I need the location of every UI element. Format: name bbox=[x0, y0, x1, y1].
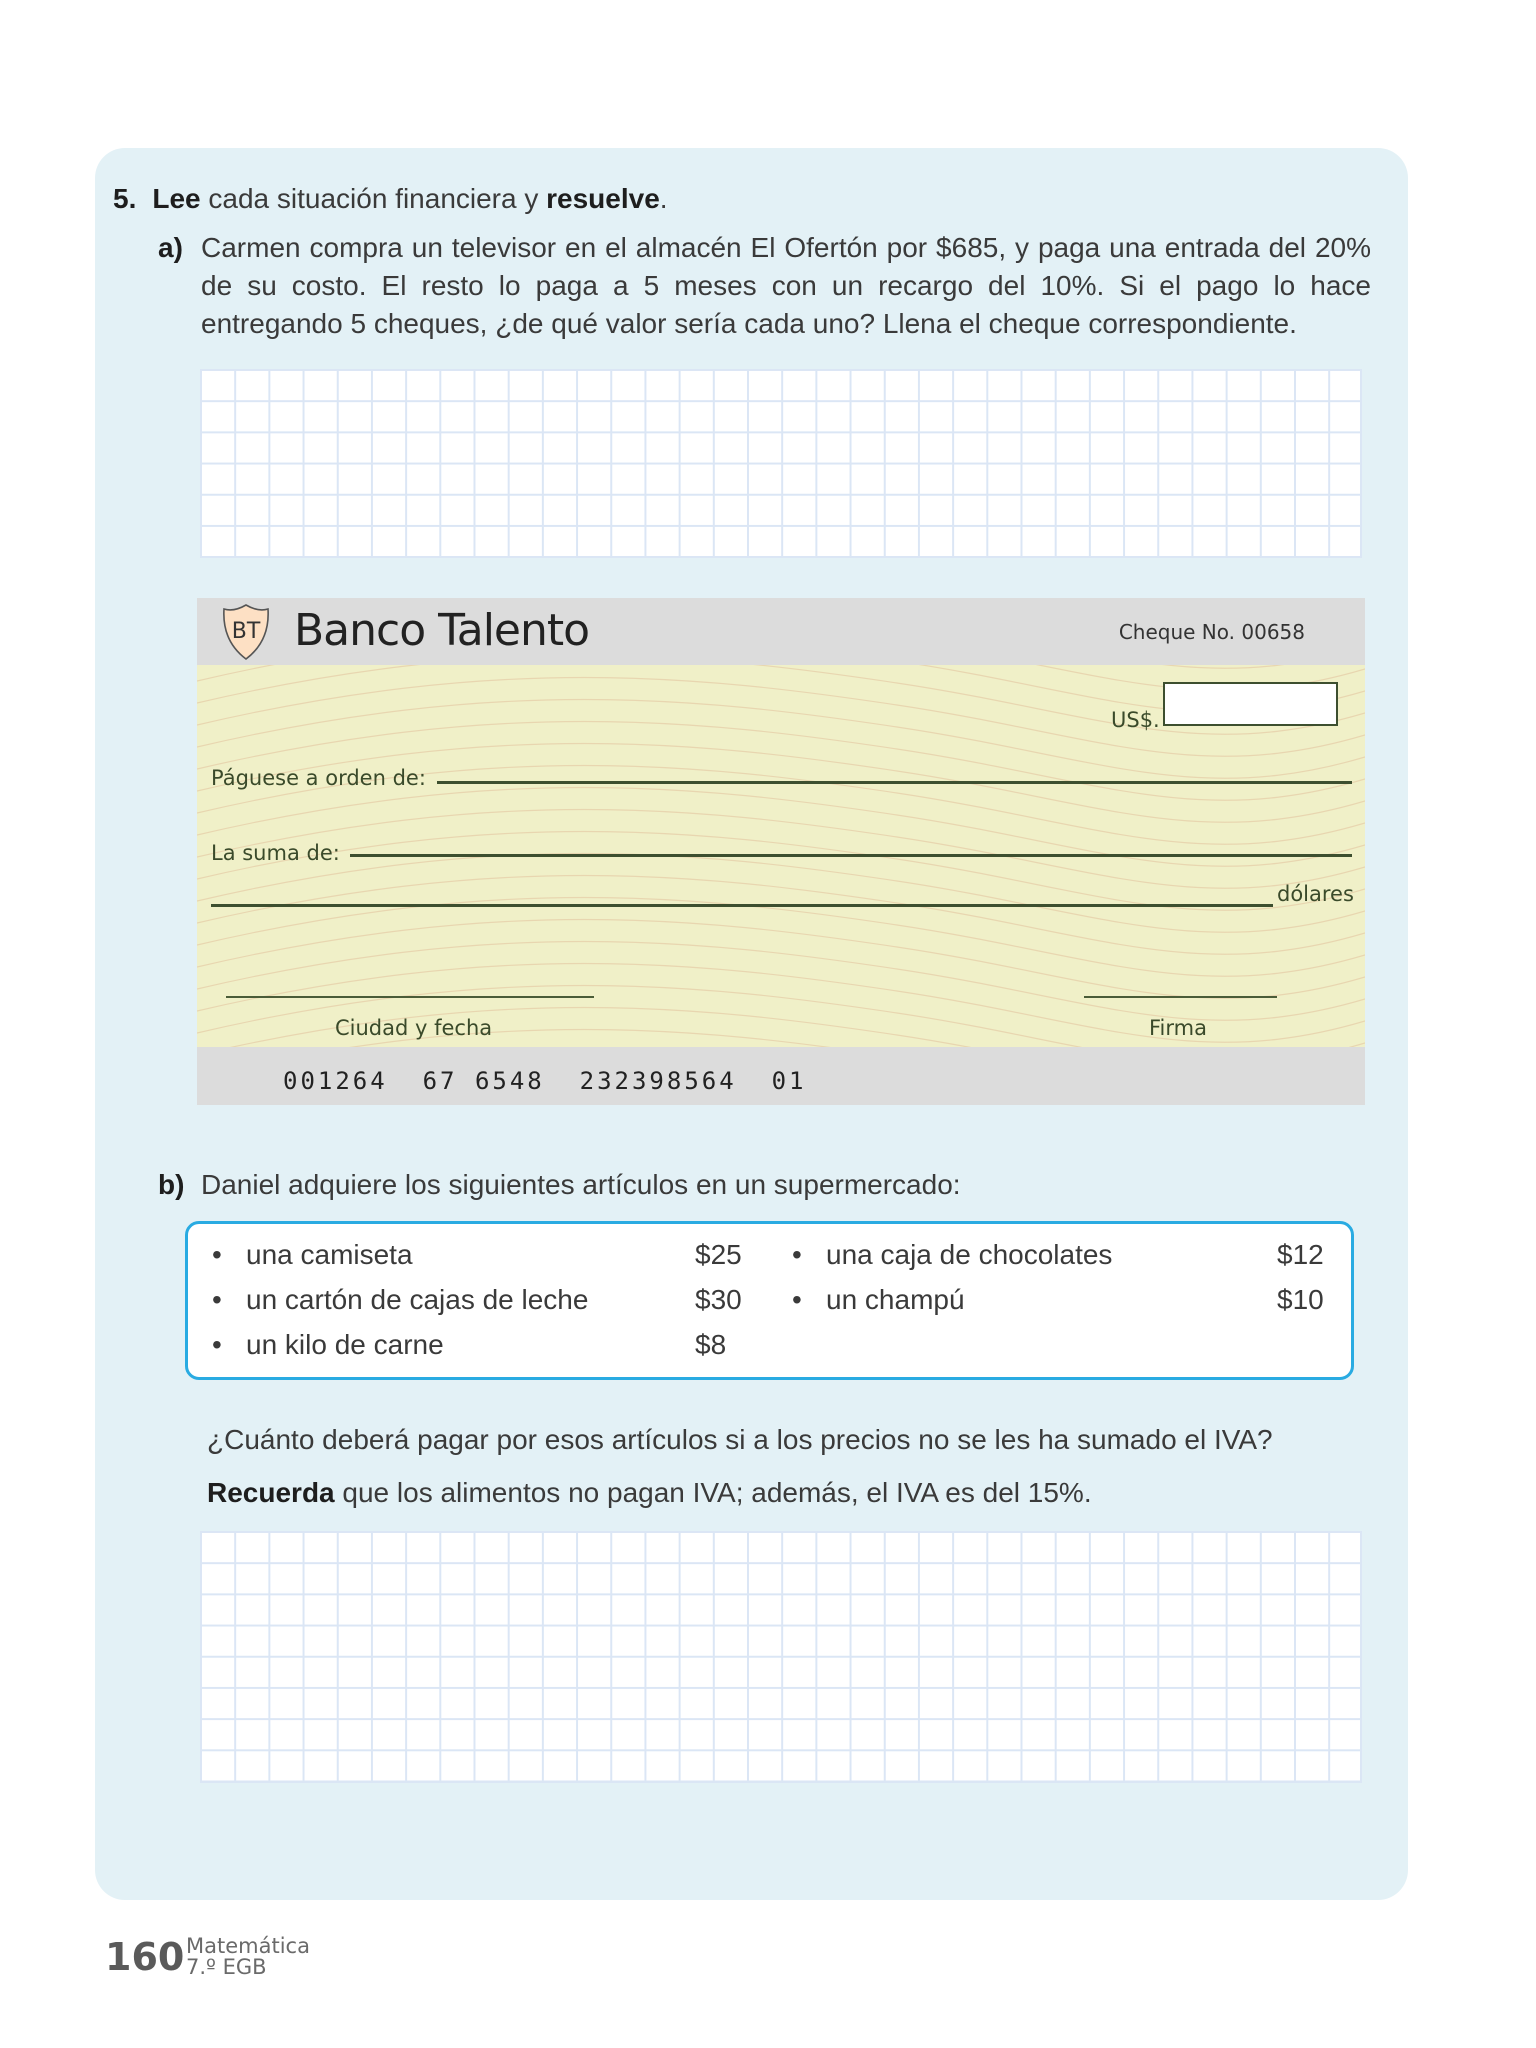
item-name: un kilo de carne bbox=[246, 1329, 444, 1360]
answer-grid-a[interactable] bbox=[200, 369, 1362, 558]
pay-to-label: Páguese a orden de: bbox=[211, 766, 426, 790]
item-price: $12 bbox=[1277, 1239, 1324, 1270]
currency-label: US$. bbox=[1111, 708, 1160, 732]
signature-label: Firma bbox=[1149, 1016, 1207, 1040]
item-name: un cartón de cajas de leche bbox=[246, 1284, 589, 1315]
instruction-middle: cada situación financiera y bbox=[200, 183, 547, 214]
part-a-label: a) bbox=[158, 232, 183, 263]
question-text: ¿Cuánto deberá pagar por esos artículos si a los precios no se les ha sumado el IVA? bbox=[207, 1424, 1273, 1455]
exercise-heading bbox=[113, 180, 668, 218]
subject-name: Matemática bbox=[186, 1934, 310, 1958]
micr-line: 001264 67 6548 232398564 01 bbox=[283, 1067, 807, 1095]
part-a-text: Carmen compra un televisor en el almacén El Ofertón por $685, y paga una entrada del 20% de su costo. El resto lo paga a 5 meses con un recargo del 10%. Si el pago lo hace entregando 5 cheques, ¿de qué valor sería cada uno? Llena el cheque correspondiente. bbox=[201, 232, 1371, 339]
sum-continuation-field[interactable] bbox=[211, 904, 1273, 907]
page-number: 160 bbox=[105, 1935, 185, 1979]
answer-grid-b[interactable] bbox=[200, 1531, 1362, 1783]
bullet: • bbox=[212, 1239, 222, 1270]
bank-name: Banco Talento bbox=[294, 605, 590, 656]
reminder-body: que los alimentos no pagan IVA; además, el IVA es del 15%. bbox=[334, 1477, 1092, 1508]
check-micr-band bbox=[197, 1047, 1365, 1105]
signature-field[interactable] bbox=[1084, 996, 1277, 998]
shield-initials: BT bbox=[231, 619, 261, 644]
grade-label: 7.º EGB bbox=[186, 1955, 267, 1979]
part-b-text: Daniel adquiere los siguientes artículos en un supermercado: bbox=[201, 1169, 961, 1200]
footer-subject bbox=[186, 1936, 310, 1978]
item-name: una caja de chocolates bbox=[826, 1239, 1113, 1270]
shopping-list-box bbox=[185, 1221, 1354, 1380]
currency-word: dólares bbox=[1277, 882, 1354, 906]
cheque-number: Cheque No. 00658 bbox=[1118, 620, 1305, 644]
item-price: $8 bbox=[695, 1329, 727, 1360]
city-date-label: Ciudad y fecha bbox=[335, 1016, 493, 1040]
bullet: • bbox=[792, 1239, 802, 1270]
bullet: • bbox=[792, 1284, 802, 1315]
exercise-number: 5. bbox=[113, 183, 137, 214]
amount-field[interactable] bbox=[1163, 682, 1338, 726]
reminder-text bbox=[207, 1474, 1092, 1512]
item-name: una camiseta bbox=[246, 1239, 413, 1270]
instruction-solve: resuelve bbox=[546, 183, 660, 214]
sum-field[interactable] bbox=[350, 854, 1352, 857]
instruction-end: . bbox=[659, 183, 668, 214]
item-price: $25 bbox=[695, 1239, 742, 1270]
bank-shield-icon bbox=[220, 603, 272, 661]
instruction-read: Lee bbox=[152, 183, 201, 214]
item-price: $30 bbox=[695, 1284, 742, 1315]
bank-check bbox=[197, 598, 1365, 1105]
item-name: un champú bbox=[826, 1284, 965, 1315]
sum-label: La suma de: bbox=[211, 841, 340, 865]
bullet: • bbox=[212, 1329, 222, 1360]
bullet: • bbox=[212, 1284, 222, 1315]
city-date-field[interactable] bbox=[226, 996, 594, 998]
pay-to-field[interactable] bbox=[437, 781, 1352, 784]
check-header bbox=[197, 598, 1365, 665]
item-price: $10 bbox=[1277, 1284, 1324, 1315]
part-b-label: b) bbox=[158, 1169, 185, 1200]
reminder-bold: Recuerda bbox=[207, 1477, 335, 1508]
